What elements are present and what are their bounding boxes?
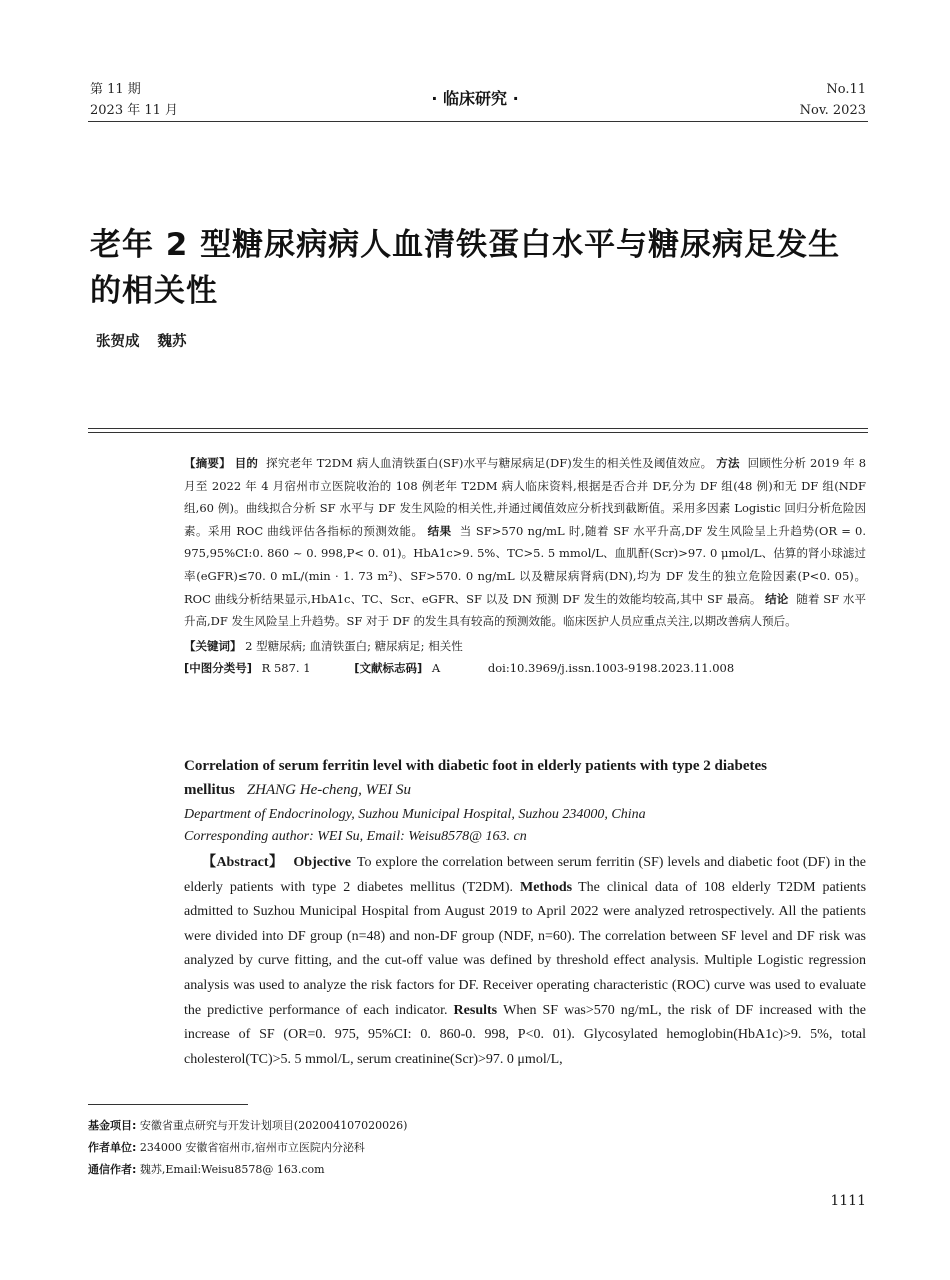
results-text: 当 SF>570 ng/mL 时,随着 SF 水平升高,DF 发生风险呈上升趋势(OR = 0. 975,95%CI:0. 860 ~ 0. 998,P< 0. 01)。HbA1c>9. 5%、TC>5. 5 mmol/L、血肌酐(Scr)>97. 0 μmol/L、估算的肾小球滤过率(eGFR)≤70. 0 mL/(min · 1. 73 m²)、SF>570. 0 ng/mL 以及糖尿病肾病(DN),均为 DF 发生的独立危险因素(P<0. 05)。ROC 曲线分析结果显示,HbA1c、TC、Scr、eGFR、SF 以及 DN 预测 DF 发生的效能均较高,其中 SF 最高。 <box>184 523 866 606</box>
abstract-en <box>184 851 866 1072</box>
doc-code-label: [文献标志码] <box>354 660 423 675</box>
en-methods-text: The clinical data of 108 elderly T2DM patients admitted to Suzhou Municipal Hospital from August 2019 to April 2022 were analyzed retrospectively. All the patients were divided into DF group (n=48) and non-DF group (NDF, n=60). The correlation between SF level and DF risk was analyzed by curve fitting, and the cut-off value was defined by threshold effect analysis. Multiple Logistic regression analysis was used to analyze the risk factors for DF. Receiver operating characteristic (ROC) curve was used to evaluate the predictive performance of each indicator. <box>184 879 867 1018</box>
keywords-text: 2 型糖尿病; 血清铁蛋白; 糖尿病足; 相关性 <box>245 638 463 653</box>
en-results-label: Results <box>453 1002 498 1018</box>
date-en: Nov. 2023 <box>799 103 866 118</box>
english-affiliation-block <box>184 804 866 848</box>
en-objective-text: To explore the correlation between serum ferritin (SF) levels and diabetic foot (DF) in the elderly patients with type 2 diabetes mellitus (T2DM). <box>184 855 867 895</box>
doi: doi:10.3969/j.issn.1003-9198.2023.11.008 <box>487 660 735 675</box>
abstract-cn <box>184 452 866 679</box>
results-label: 结果 <box>427 523 452 538</box>
clc-label: [中图分类号] <box>184 660 253 675</box>
abstract-label: 【摘要】 <box>184 456 231 470</box>
english-title-block <box>184 754 866 802</box>
en-results-text: When SF was>570 ng/mL, the risk of DF increased with the increase of SF (OR=0. 975, 95%CI: 0. 860-0. 998, P<0. 01). Glycosylated hemoglobin(HbA1c)>9. 5%, total cholesterol(TC)>5. 5 mmol/L, serum creatinine(Scr)>97. 0 μmol/L, <box>184 1002 867 1067</box>
section-name: · 临床研究 · <box>431 89 519 108</box>
en-methods-label: Methods <box>519 879 573 895</box>
footnote-rule <box>88 1104 248 1105</box>
conclusion-label: 结论 <box>765 591 789 606</box>
date-cn: 2023 年 11 月 <box>90 103 179 118</box>
abstract-top-rule <box>88 428 868 429</box>
corr-label: 通信作者: <box>88 1163 137 1176</box>
footnote-corresponding <box>88 1159 407 1181</box>
page-number: 1111 <box>830 1193 866 1209</box>
footnote-fund <box>88 1115 407 1137</box>
objective-text: 探究老年 T2DM 病人血清铁蛋白(SF)水平与糖尿病足(DF)发生的相关性及阈值效应。 <box>266 456 713 470</box>
article-title: 老年 2 型糖尿病病人血清铁蛋白水平与糖尿病足发生的相关性 <box>90 227 841 309</box>
keywords-line <box>184 635 866 657</box>
objective-label: 目的 <box>234 456 259 470</box>
en-abstract-label: 【Abstract】 <box>202 855 284 870</box>
abstract-top-rule-2 <box>88 432 868 433</box>
fund-label: 基金项目: <box>88 1119 137 1132</box>
footnotes <box>88 1115 407 1181</box>
classification-line <box>184 657 866 679</box>
english-authors: ZHANG He-cheng, WEI Su <box>246 782 411 798</box>
english-affiliation: Department of Endocrinology, Suzhou Municipal Hospital, Suzhou 234000, China <box>184 807 646 822</box>
running-header-right <box>800 79 866 121</box>
methods-text: 回顾性分析 2019 年 8 月至 2022 年 4 月宿州市立医院收治的 108 例老年 T2DM 病人临床资料,根据是否合并 DF,分为 DF 组(48 例)和无 DF 组(NDF 组,60 例)。曲线拟合分析 SF 水平与 DF 发生风险的相关性,并通过阈值效应分析找到截断值。采用多因素 Logistic 回归分析危险因素。采用 ROC 曲线评估各指标的预测效能。 <box>184 456 867 538</box>
conclusion-text: 随着 SF 水平升高,DF 发生风险呈上升趋势。SF 对于 DF 的发生具有较高的预测效能。临床医护人员应重点关注,以期改善病人预后。 <box>184 591 866 629</box>
issue-en: No.11 <box>826 82 866 97</box>
keywords-label: 【关键词】 <box>184 638 242 653</box>
english-corresponding: Corresponding author: WEI Su, Email: Weisu8578@ 163. cn <box>184 829 527 844</box>
en-objective-label: Objective <box>293 855 351 870</box>
header-rule <box>88 121 868 122</box>
methods-label: 方法 <box>716 456 740 470</box>
clc-code: R 587. 1 <box>261 660 311 675</box>
author-name: 魏苏 <box>157 334 187 350</box>
doc-code: A <box>431 660 441 675</box>
author-name: 张贺成 <box>96 334 140 350</box>
english-title: Correlation of serum ferritin level with diabetic foot in elderly patients with type 2 diabetes mellitus <box>184 758 767 798</box>
unit-label: 作者单位: <box>88 1141 137 1154</box>
footnote-unit <box>88 1137 407 1159</box>
fund-text: 安徽省重点研究与开发计划项目(202004107020026) <box>139 1119 408 1132</box>
author-list <box>96 330 187 351</box>
unit-text: 234000 安徽省宿州市,宿州市立医院内分泌科 <box>139 1141 365 1154</box>
issue-cn: 第 11 期 <box>90 82 141 97</box>
corr-text: 魏苏,Email:Weisu8578@ 163.com <box>139 1163 325 1176</box>
